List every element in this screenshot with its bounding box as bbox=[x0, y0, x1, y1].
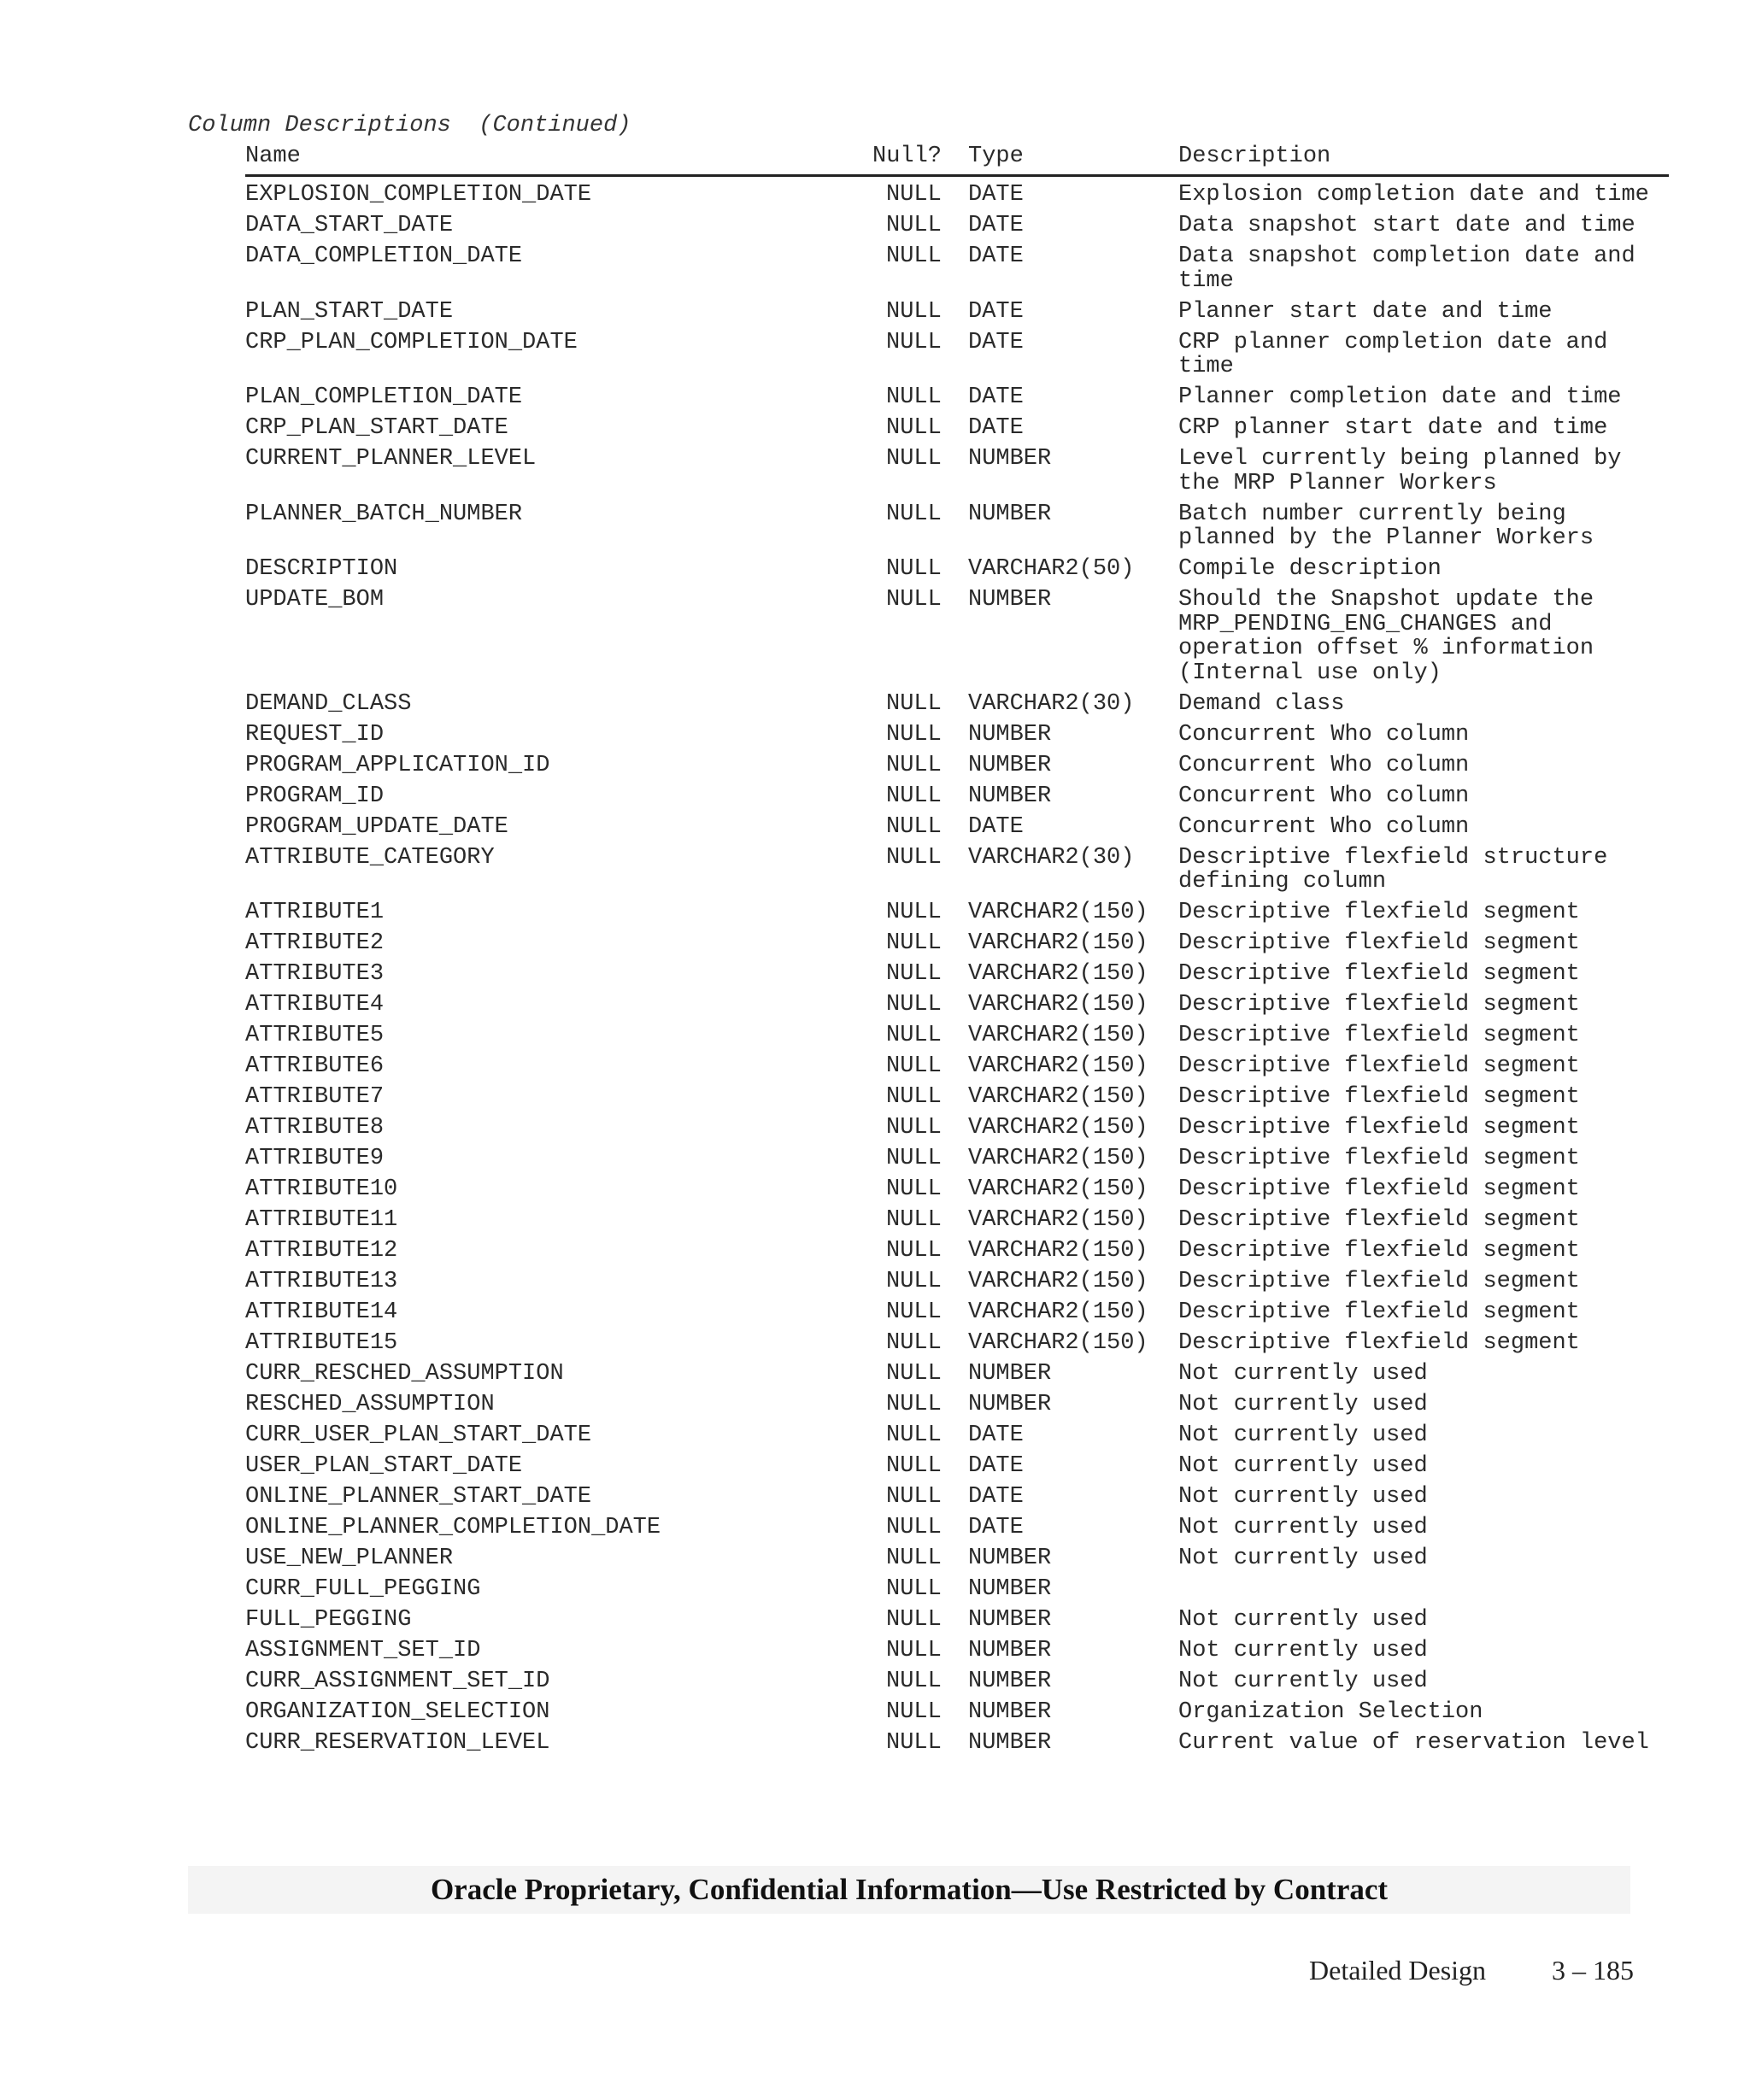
column-descriptions-table bbox=[245, 183, 1698, 1762]
section-title: Column Descriptions (Continued) bbox=[188, 113, 631, 138]
footer-page-number: 3 – 185 bbox=[1552, 1955, 1634, 1986]
table-row bbox=[245, 557, 1698, 588]
confidential-notice: Oracle Proprietary, Confidential Information––Use Restricted by Contract bbox=[188, 1866, 1630, 1914]
cell-null: NULL bbox=[886, 182, 942, 208]
cell-null: NULL bbox=[886, 1269, 942, 1294]
cell-description: Descriptive flexfield segment bbox=[1178, 1115, 1580, 1141]
table-row bbox=[245, 1147, 1698, 1177]
cell-null: NULL bbox=[886, 446, 942, 472]
cell-null: NULL bbox=[886, 1146, 942, 1171]
table-row bbox=[245, 1270, 1698, 1300]
cell-description: Explosion completion date and time bbox=[1178, 182, 1649, 208]
cell-name: UPDATE_BOM bbox=[245, 587, 385, 613]
cell-null: NULL bbox=[886, 930, 942, 956]
cell-type: NUMBER bbox=[968, 1546, 1052, 1571]
table-row bbox=[245, 1608, 1698, 1639]
table-row bbox=[245, 244, 1698, 300]
cell-description: Descriptive flexfield segment bbox=[1178, 1330, 1580, 1356]
cell-type: DATE bbox=[968, 1484, 1024, 1510]
table-row bbox=[245, 1639, 1698, 1669]
cell-null: NULL bbox=[886, 243, 942, 269]
table-row bbox=[245, 815, 1698, 846]
cell-type: VARCHAR2(150) bbox=[968, 1023, 1148, 1048]
cell-null: NULL bbox=[886, 213, 942, 238]
cell-name: RESCHED_ASSUMPTION bbox=[245, 1392, 495, 1417]
cell-null: NULL bbox=[886, 1422, 942, 1448]
table-row bbox=[245, 416, 1698, 447]
cell-type: VARCHAR2(150) bbox=[968, 1146, 1148, 1171]
table-row bbox=[245, 846, 1698, 901]
table-row bbox=[245, 1669, 1698, 1700]
cell-description: Descriptive flexfield segment bbox=[1178, 1023, 1580, 1048]
cell-null: NULL bbox=[886, 1392, 942, 1417]
cell-type: DATE bbox=[968, 243, 1024, 269]
table-row bbox=[245, 1700, 1698, 1731]
cell-type: VARCHAR2(30) bbox=[968, 844, 1135, 871]
cell-description: Planner completion date and time bbox=[1178, 384, 1622, 410]
table-row bbox=[245, 962, 1698, 993]
cell-null: NULL bbox=[886, 1207, 942, 1233]
cell-description: Not currently used bbox=[1178, 1607, 1428, 1633]
cell-type: VARCHAR2(50) bbox=[968, 556, 1135, 582]
table-row bbox=[245, 784, 1698, 815]
cell-type: VARCHAR2(150) bbox=[968, 1053, 1148, 1079]
table-row bbox=[245, 1116, 1698, 1147]
cell-null: NULL bbox=[886, 1669, 942, 1694]
cell-type: VARCHAR2(150) bbox=[968, 1238, 1148, 1264]
cell-type: VARCHAR2(150) bbox=[968, 930, 1148, 956]
cell-type: DATE bbox=[968, 1515, 1024, 1540]
cell-null: NULL bbox=[886, 1730, 942, 1756]
cell-null: NULL bbox=[886, 900, 942, 925]
cell-description: CRP planner start date and time bbox=[1178, 415, 1608, 441]
cell-name: ATTRIBUTE4 bbox=[245, 992, 385, 1018]
table-row bbox=[245, 183, 1698, 214]
cell-null: NULL bbox=[886, 844, 942, 871]
cell-description: Batch number currently being planned by the Planner Workers bbox=[1178, 501, 1594, 551]
cell-name: ATTRIBUTE11 bbox=[245, 1207, 398, 1233]
table-row bbox=[245, 993, 1698, 1024]
cell-null: NULL bbox=[886, 556, 942, 582]
cell-name: ATTRIBUTE8 bbox=[245, 1115, 385, 1141]
cell-null: NULL bbox=[886, 329, 942, 355]
cell-name: PROGRAM_ID bbox=[245, 783, 385, 809]
cell-type: NUMBER bbox=[968, 446, 1052, 472]
cell-type: VARCHAR2(150) bbox=[968, 1269, 1148, 1294]
cell-type: NUMBER bbox=[968, 1392, 1052, 1417]
cell-name: PLAN_COMPLETION_DATE bbox=[245, 384, 523, 410]
table-row bbox=[245, 1516, 1698, 1546]
table-row bbox=[245, 1485, 1698, 1516]
cell-type: DATE bbox=[968, 298, 1024, 325]
cell-description: Concurrent Who column bbox=[1178, 721, 1470, 748]
table-row bbox=[245, 1239, 1698, 1270]
cell-name: ATTRIBUTE10 bbox=[245, 1176, 398, 1202]
cell-name: ATTRIBUTE6 bbox=[245, 1053, 385, 1079]
cell-type: DATE bbox=[968, 1453, 1024, 1479]
cell-description: Descriptive flexfield segment bbox=[1178, 1146, 1580, 1171]
cell-name: DATA_COMPLETION_DATE bbox=[245, 243, 523, 269]
header-name: Name bbox=[245, 144, 301, 169]
cell-type: DATE bbox=[968, 1422, 1024, 1448]
cell-description: CRP planner completion date and time bbox=[1178, 329, 1622, 379]
cell-null: NULL bbox=[886, 1238, 942, 1264]
cell-type: VARCHAR2(150) bbox=[968, 1084, 1148, 1110]
cell-name: CURRENT_PLANNER_LEVEL bbox=[245, 446, 537, 472]
cell-null: NULL bbox=[886, 1023, 942, 1048]
table-row bbox=[245, 502, 1698, 558]
cell-type: DATE bbox=[968, 182, 1024, 208]
cell-name: DESCRIPTION bbox=[245, 556, 398, 582]
cell-name: USE_NEW_PLANNER bbox=[245, 1546, 454, 1571]
cell-null: NULL bbox=[886, 1699, 942, 1725]
table-row bbox=[245, 1054, 1698, 1085]
cell-name: ATTRIBUTE9 bbox=[245, 1146, 385, 1171]
cell-description: Descriptive flexfield segment bbox=[1178, 1084, 1580, 1110]
table-row bbox=[245, 754, 1698, 784]
cell-type: NUMBER bbox=[968, 1669, 1052, 1694]
table-row bbox=[245, 385, 1698, 416]
cell-type: DATE bbox=[968, 813, 1024, 840]
footer-section-title: Detailed Design bbox=[1309, 1955, 1487, 1986]
cell-null: NULL bbox=[886, 752, 942, 778]
cell-type: DATE bbox=[968, 384, 1024, 410]
cell-description: Not currently used bbox=[1178, 1515, 1428, 1540]
cell-description: Not currently used bbox=[1178, 1546, 1428, 1571]
cell-description: Descriptive flexfield segment bbox=[1178, 930, 1580, 956]
cell-name: ONLINE_PLANNER_COMPLETION_DATE bbox=[245, 1515, 661, 1540]
cell-type: VARCHAR2(150) bbox=[968, 992, 1148, 1018]
cell-null: NULL bbox=[886, 1361, 942, 1387]
table-row bbox=[245, 1362, 1698, 1393]
cell-null: NULL bbox=[886, 587, 942, 613]
cell-null: NULL bbox=[886, 961, 942, 987]
cell-description: Descriptive flexfield structure defining column bbox=[1178, 844, 1622, 895]
cell-name: ATTRIBUTE14 bbox=[245, 1299, 398, 1325]
cell-null: NULL bbox=[886, 1546, 942, 1571]
cell-null: NULL bbox=[886, 992, 942, 1018]
cell-description: Descriptive flexfield segment bbox=[1178, 1269, 1580, 1294]
cell-description: Not currently used bbox=[1178, 1669, 1428, 1694]
cell-description: Descriptive flexfield segment bbox=[1178, 1299, 1580, 1325]
cell-name: REQUEST_ID bbox=[245, 721, 385, 748]
cell-description: Not currently used bbox=[1178, 1361, 1428, 1387]
cell-description: Not currently used bbox=[1178, 1453, 1428, 1479]
cell-type: NUMBER bbox=[968, 1699, 1052, 1725]
table-row bbox=[245, 1546, 1698, 1577]
cell-description: Compile description bbox=[1178, 556, 1442, 582]
cell-type: NUMBER bbox=[968, 587, 1052, 613]
cell-description: Descriptive flexfield segment bbox=[1178, 961, 1580, 987]
cell-name: CRP_PLAN_COMPLETION_DATE bbox=[245, 329, 578, 355]
cell-null: NULL bbox=[886, 415, 942, 441]
table-row bbox=[245, 1177, 1698, 1208]
cell-type: VARCHAR2(150) bbox=[968, 1207, 1148, 1233]
cell-type: NUMBER bbox=[968, 1638, 1052, 1663]
cell-description: Descriptive flexfield segment bbox=[1178, 900, 1580, 925]
cell-description: Not currently used bbox=[1178, 1638, 1428, 1663]
cell-description: Concurrent Who column bbox=[1178, 752, 1470, 778]
cell-type: VARCHAR2(30) bbox=[968, 690, 1135, 717]
cell-name: PROGRAM_UPDATE_DATE bbox=[245, 813, 508, 840]
cell-description bbox=[1178, 1577, 1657, 1602]
cell-type: VARCHAR2(150) bbox=[968, 900, 1148, 925]
header-null: Null? bbox=[872, 144, 943, 169]
cell-type: NUMBER bbox=[968, 1730, 1052, 1756]
cell-description: Not currently used bbox=[1178, 1392, 1428, 1417]
cell-name: ONLINE_PLANNER_START_DATE bbox=[245, 1484, 592, 1510]
cell-type: NUMBER bbox=[968, 783, 1052, 809]
cell-null: NULL bbox=[886, 298, 942, 325]
cell-description: Concurrent Who column bbox=[1178, 813, 1470, 840]
cell-null: NULL bbox=[886, 1515, 942, 1540]
cell-description: Data snapshot completion date and time bbox=[1178, 243, 1649, 294]
cell-type: DATE bbox=[968, 213, 1024, 238]
cell-name: DEMAND_CLASS bbox=[245, 690, 412, 717]
table-row bbox=[245, 1393, 1698, 1423]
cell-description: Descriptive flexfield segment bbox=[1178, 1053, 1580, 1079]
table-row bbox=[245, 1331, 1698, 1362]
cell-name: CURR_RESERVATION_LEVEL bbox=[245, 1730, 550, 1756]
cell-null: NULL bbox=[886, 1330, 942, 1356]
cell-name: CURR_RESCHED_ASSUMPTION bbox=[245, 1361, 564, 1387]
table-row bbox=[245, 300, 1698, 331]
cell-name: ATTRIBUTE_CATEGORY bbox=[245, 844, 495, 871]
cell-null: NULL bbox=[886, 1176, 942, 1202]
cell-name: ATTRIBUTE7 bbox=[245, 1084, 385, 1110]
table-row bbox=[245, 1423, 1698, 1454]
cell-description: Current value of reservation level bbox=[1178, 1730, 1649, 1756]
cell-type: VARCHAR2(150) bbox=[968, 1176, 1148, 1202]
cell-description: Should the Snapshot update the MRP_PENDING_ENG_CHANGES and operation offset % information (Internal use only) bbox=[1178, 587, 1608, 686]
cell-null: NULL bbox=[886, 1638, 942, 1663]
table-row bbox=[245, 588, 1698, 692]
cell-name: ATTRIBUTE13 bbox=[245, 1269, 398, 1294]
cell-name: CURR_ASSIGNMENT_SET_ID bbox=[245, 1669, 550, 1694]
cell-description: Organization Selection bbox=[1178, 1699, 1483, 1725]
cell-null: NULL bbox=[886, 1115, 942, 1141]
cell-name: ORGANIZATION_SELECTION bbox=[245, 1699, 550, 1725]
cell-name: EXPLOSION_COMPLETION_DATE bbox=[245, 182, 592, 208]
cell-name: ATTRIBUTE2 bbox=[245, 930, 385, 956]
table-row bbox=[245, 1208, 1698, 1239]
table-row bbox=[245, 723, 1698, 754]
cell-description: Not currently used bbox=[1178, 1484, 1428, 1510]
table-row bbox=[245, 214, 1698, 244]
cell-name: ATTRIBUTE15 bbox=[245, 1330, 398, 1356]
cell-null: NULL bbox=[886, 1084, 942, 1110]
cell-type: NUMBER bbox=[968, 501, 1052, 527]
cell-name: PLAN_START_DATE bbox=[245, 298, 454, 325]
table-row bbox=[245, 931, 1698, 962]
table-row bbox=[245, 447, 1698, 502]
cell-name: CURR_FULL_PEGGING bbox=[245, 1576, 481, 1602]
cell-type: NUMBER bbox=[968, 721, 1052, 748]
table-header bbox=[245, 144, 1669, 177]
table-row bbox=[245, 1454, 1698, 1485]
cell-type: VARCHAR2(150) bbox=[968, 1330, 1148, 1356]
cell-null: NULL bbox=[886, 690, 942, 717]
cell-null: NULL bbox=[886, 813, 942, 840]
cell-name: DATA_START_DATE bbox=[245, 213, 454, 238]
cell-description: Descriptive flexfield segment bbox=[1178, 1238, 1580, 1264]
cell-name: PLANNER_BATCH_NUMBER bbox=[245, 501, 523, 527]
cell-description: Not currently used bbox=[1178, 1422, 1428, 1448]
cell-type: NUMBER bbox=[968, 752, 1052, 778]
cell-name: USER_PLAN_START_DATE bbox=[245, 1453, 523, 1479]
cell-null: NULL bbox=[886, 783, 942, 809]
cell-name: ATTRIBUTE5 bbox=[245, 1023, 385, 1048]
table-row bbox=[245, 692, 1698, 723]
table-row bbox=[245, 1085, 1698, 1116]
cell-name: ATTRIBUTE1 bbox=[245, 900, 385, 925]
cell-name: ASSIGNMENT_SET_ID bbox=[245, 1638, 481, 1663]
cell-description: Descriptive flexfield segment bbox=[1178, 992, 1580, 1018]
cell-type: DATE bbox=[968, 329, 1024, 355]
cell-null: NULL bbox=[886, 1607, 942, 1633]
cell-description: Planner start date and time bbox=[1178, 298, 1553, 325]
cell-description: Demand class bbox=[1178, 690, 1345, 717]
cell-name: FULL_PEGGING bbox=[245, 1607, 412, 1633]
cell-description: Data snapshot start date and time bbox=[1178, 213, 1635, 238]
cell-type: NUMBER bbox=[968, 1361, 1052, 1387]
cell-description: Descriptive flexfield segment bbox=[1178, 1207, 1580, 1233]
cell-null: NULL bbox=[886, 1299, 942, 1325]
cell-description: Concurrent Who column bbox=[1178, 783, 1470, 809]
cell-type: VARCHAR2(150) bbox=[968, 1115, 1148, 1141]
table-row bbox=[245, 900, 1698, 931]
cell-description: Descriptive flexfield segment bbox=[1178, 1176, 1580, 1202]
cell-null: NULL bbox=[886, 384, 942, 410]
cell-description: Level currently being planned by the MRP Planner Workers bbox=[1178, 446, 1635, 496]
table-row bbox=[245, 1300, 1698, 1331]
cell-type: VARCHAR2(150) bbox=[968, 961, 1148, 987]
cell-type: NUMBER bbox=[968, 1607, 1052, 1633]
cell-null: NULL bbox=[886, 1484, 942, 1510]
table-row bbox=[245, 1577, 1698, 1608]
cell-type: VARCHAR2(150) bbox=[968, 1299, 1148, 1325]
table-row bbox=[245, 331, 1698, 386]
header-type: Type bbox=[968, 144, 1024, 169]
cell-name: PROGRAM_APPLICATION_ID bbox=[245, 752, 550, 778]
cell-name: CRP_PLAN_START_DATE bbox=[245, 415, 508, 441]
cell-name: CURR_USER_PLAN_START_DATE bbox=[245, 1422, 592, 1448]
table-row bbox=[245, 1024, 1698, 1054]
cell-null: NULL bbox=[886, 1053, 942, 1079]
table-row bbox=[245, 1731, 1698, 1762]
cell-null: NULL bbox=[886, 1453, 942, 1479]
cell-null: NULL bbox=[886, 501, 942, 527]
cell-null: NULL bbox=[886, 721, 942, 748]
header-description: Description bbox=[1178, 144, 1331, 169]
cell-name: ATTRIBUTE3 bbox=[245, 961, 385, 987]
cell-name: ATTRIBUTE12 bbox=[245, 1238, 398, 1264]
cell-null: NULL bbox=[886, 1576, 942, 1602]
cell-type: NUMBER bbox=[968, 1576, 1052, 1602]
cell-type: DATE bbox=[968, 415, 1024, 441]
